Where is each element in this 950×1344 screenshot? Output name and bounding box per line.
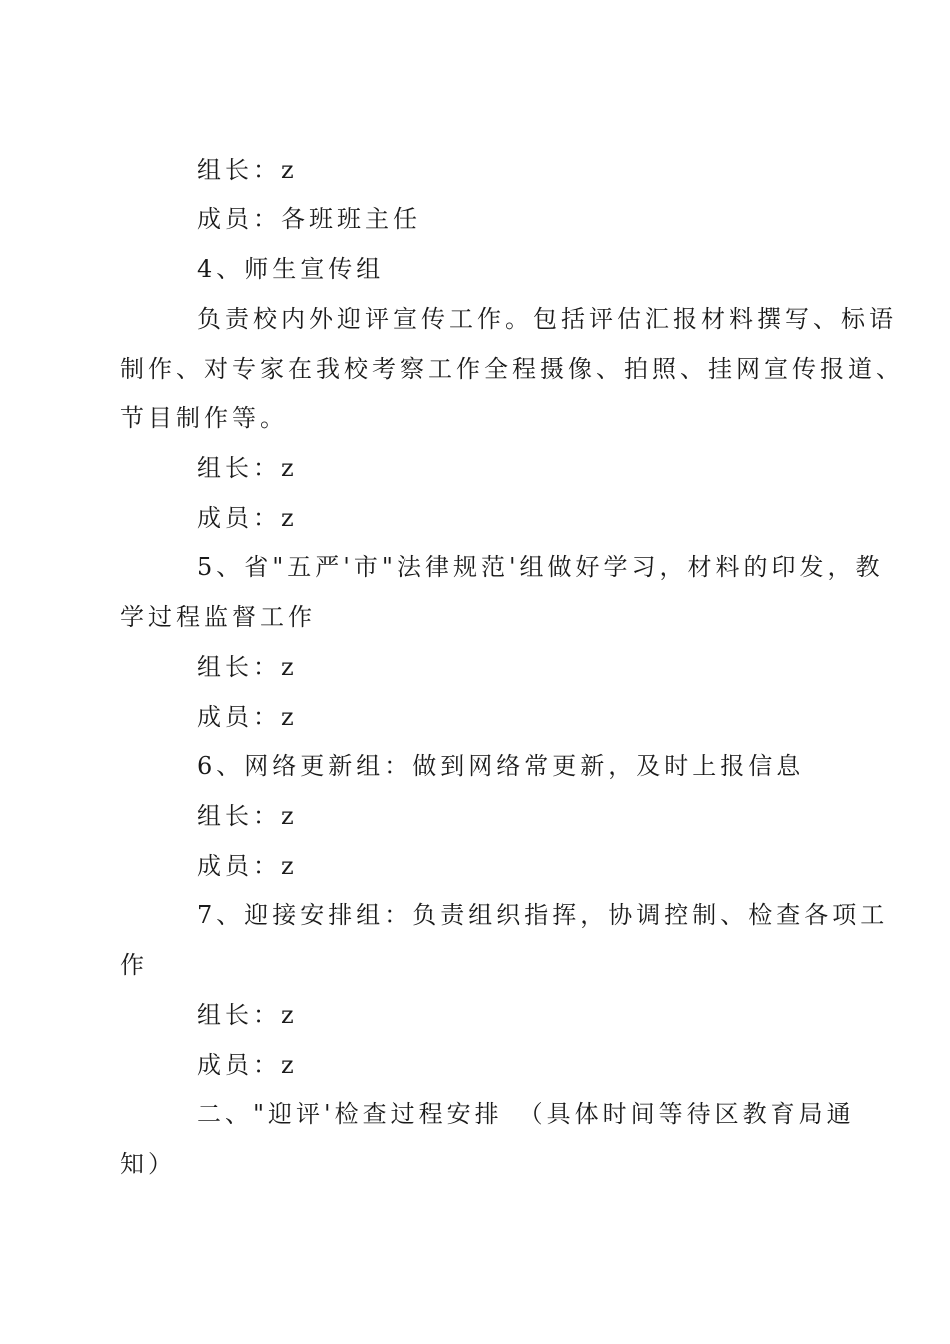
paragraph-line: 成员：z [197, 703, 298, 731]
paragraph-line: 组长：z [197, 454, 298, 482]
paragraph-line: 负责校内外迎评宣传工作。包括评估汇报材料撰写、标语 [197, 305, 897, 333]
section-heading: 4、师生宣传组 [197, 255, 385, 283]
section-heading: 6、网络更新组：做到网络常更新，及时上报信息 [197, 752, 805, 780]
section-heading: 二、"迎评'检查过程安排 （具体时间等待区教育局通 [197, 1100, 855, 1128]
paragraph-line: 成员：z [197, 504, 298, 532]
paragraph-line: 制作、对专家在我校考察工作全程摄像、拍照、挂网宣传报道、 [120, 355, 904, 383]
paragraph-line: 成员：z [197, 1051, 298, 1079]
paragraph-line: 节目制作等。 [120, 404, 288, 432]
paragraph-line: 组长：z [197, 802, 298, 830]
section-heading: 5、省"五严'市"法律规范'组做好学习，材料的印发，教 [197, 553, 884, 581]
paragraph-line: 组长：z [197, 1001, 298, 1029]
paragraph-line: 组长：z [197, 653, 298, 681]
paragraph-line: 作 [120, 951, 148, 979]
section-heading: 7、迎接安排组：负责组织指挥，协调控制、检查各项工 [197, 901, 889, 929]
paragraph-line: 学过程监督工作 [120, 603, 316, 631]
paragraph-line: 知） [120, 1150, 176, 1178]
paragraph-line: 成员：z [197, 852, 298, 880]
paragraph-line: 成员：各班班主任 [197, 205, 421, 233]
paragraph-line: 组长：z [197, 156, 298, 184]
